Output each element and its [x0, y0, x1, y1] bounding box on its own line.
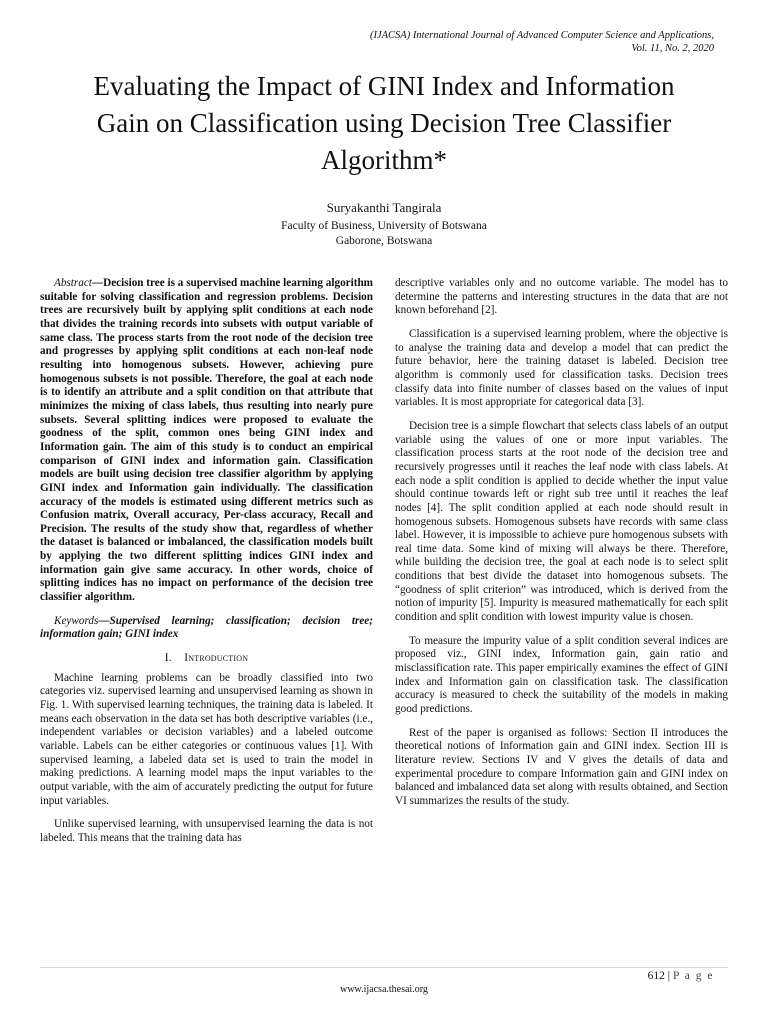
section-heading-introduction	[40, 652, 373, 666]
body-paragraph-4: To measure the impurity value of a split condition several indices are proposed viz., GINI index, Information gain, gain ratio and misclassification rate. This paper empirically examines the effect of GINI index and Information gain on classification task. The classification accuracy is measured to check the suitability of the models in making good predictions.	[395, 634, 728, 716]
journal-website-link[interactable]: www.ijacsa.thesai.org	[340, 984, 428, 995]
body-paragraph-3: Decision tree is a simple flowchart that selects class labels of an output variable using the values of one or more input variables. The classification process starts at the root node of the decision tree and recursively progresses until it reaches the leaf node with class labels. At each node a split condition is applied to decide whether the input value should continue towards left or right sub tree until it reaches the leaf nodes [4]. The split condition applied at each node should result in homogenous subsets. Homogenous subsets have records with same class label. However, it is impossible to achieve pure homogenous subsets with real time data. Some kind of mixing will always be there. Therefore, while building the decision tree, the goal at each node is to select split conditions that best divide the dataset into homogenous subsets. The “goodness of split criterion” was introduced, which is derived from the notion of impurity [5]. Impurity is measured mathematically for each split condition and split condition with lowest impurity value is chosen.	[395, 419, 728, 624]
left-column	[40, 277, 373, 856]
keywords-label: Keywords	[54, 614, 99, 627]
abstract	[40, 277, 373, 605]
intro-paragraph-2: Unlike supervised learning, with unsupervised learning the data is not labeled. This means that the training data has	[40, 818, 373, 844]
page-number-value: 612	[647, 970, 665, 982]
affiliation-line-2: Gaborone, Botswana	[335, 235, 433, 247]
page-label: P a g e	[672, 970, 714, 982]
page-number	[648, 970, 714, 982]
author-name: Suryakanthi Tangirala	[326, 200, 442, 215]
body-paragraph-2: Classification is a supervised learning problem, where the objective is to analyse the training data and develop a model that can predict the future behavior, here the training dataset is labeled. Decision tree algorithm is commonly used for classification tasks. Decision trees classify data into finite number of classes based on the values of input variables. It is most appropriate for categorical data [3].	[395, 327, 728, 409]
paper-title	[40, 68, 728, 179]
title-line-3: Algorithm*	[321, 145, 447, 175]
abstract-label: Abstract	[54, 277, 92, 289]
author-affiliation	[0, 219, 768, 249]
body-paragraph-5: Rest of the paper is organised as follows: Section II introduces the theoretical notions of Information gain and GINI index. Section III is literature review. Sections IV and V gives the details of data and experimental procedure to compare Information gain and GINI index on balanced and imbalanced data set along with results obtained, and Section VI summarizes the results of the study.	[395, 726, 728, 807]
section-title: Introduction	[184, 652, 249, 665]
keywords	[40, 615, 373, 642]
keywords-text: —Supervised learning; classification; decision tree; information gain; GINI index	[40, 614, 373, 641]
body-paragraph-1: descriptive variables only and no outcome variable. The model has to determine the patterns and interesting structures in the data that are not known beforehand [2].	[395, 277, 728, 317]
intro-paragraph-1: Machine learning problems can be broadly classified into two categories viz. supervised learning and unsupervised learning as shown in Fig. 1. With supervised learning techniques, the training data is labeled. It means each observation in the data set has both descriptive variables (i.e., independent variables or decision variables) and a labeled outcome variable. Labels can be either categories or continuous values [1]. With supervised learning, a labeled data set is used to train the model in making predictions. A learning model maps the input variables to the output variable, with the aim of accurately predicting the output for future input variables.	[40, 671, 373, 807]
title-line-2: Gain on Classification using Decision Tree Classifier	[96, 108, 672, 138]
footer-divider	[40, 967, 728, 968]
abstract-text: —Decision tree is a supervised machine learning algorithm suitable for solving classification and regression problems. Decision trees are recursively built by applying split conditions at each node that divides the training records into subsets with output variable of same class. The process starts from the root node of the decision tree and progresses by applying split conditions at each non-leaf node resulting into homogenous subsets. However, achieving pure homogenous subsets is not possible. Therefore, the goal at each node is to identify an attribute and a split condition on that attribute that minimizes the mixing of class labels, thus resulting into nearly pure subsets. Several splitting indices were proposed to evaluate the goodness of the split, common ones being GINI index and Information gain. The aim of this study is to conduct an empirical comparison of GINI index and information gain. Classification models are built using decision tree classifier algorithm by applying GINI index and Information gain individually. The classification accuracy of the models is estimated using different metrics such as Confusion matrix, Overall accuracy, Per-class accuracy, Recall and Precision. The results of the study show that, regardless of whether the dataset is balanced or imbalanced, the classification models built by applying the two different splitting indices GINI index and information gain give same accuracy. In other words, choice of splitting indices has no impact on performance of the decision tree classifier algorithm.	[40, 277, 373, 604]
affiliation-line-1: Faculty of Business, University of Botswana	[281, 220, 487, 232]
journal-name: (IJACSA) International Journal of Advanced Computer Science and Applications,	[369, 30, 714, 41]
title-line-1: Evaluating the Impact of GINI Index and Information	[93, 71, 675, 101]
journal-volume: Vol. 11, No. 2, 2020	[631, 43, 714, 54]
section-number: I.	[164, 652, 172, 665]
right-column	[395, 277, 728, 819]
journal-header	[114, 29, 714, 55]
page-separator: |	[664, 970, 673, 982]
